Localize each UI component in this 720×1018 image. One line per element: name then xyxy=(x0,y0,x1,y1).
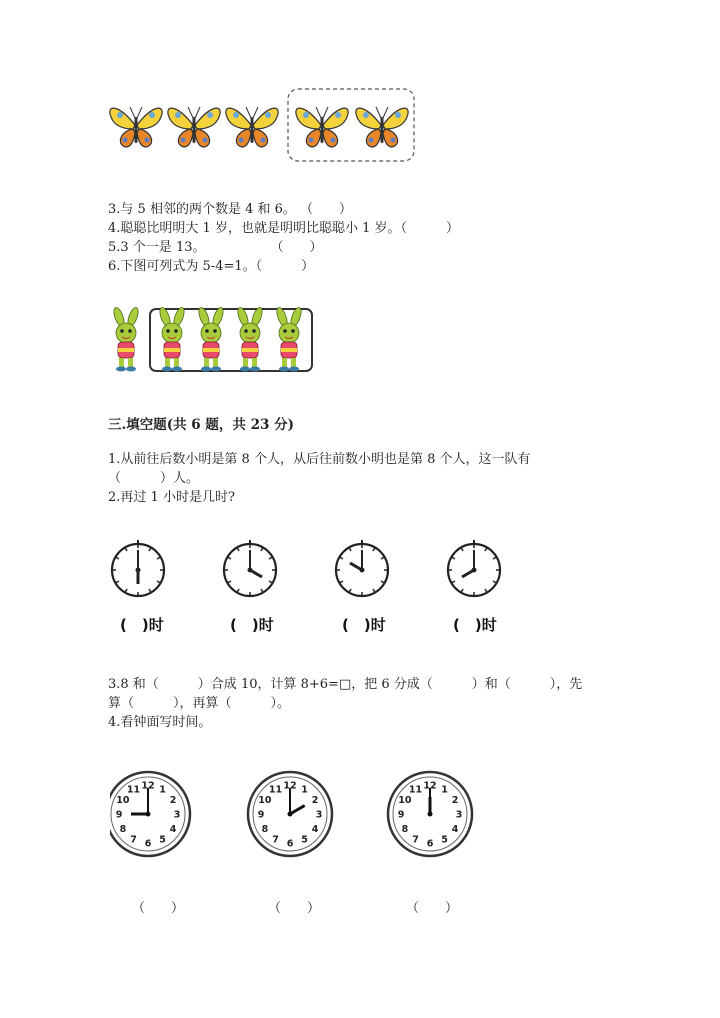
clock-answer-2: ( )时 xyxy=(230,616,274,634)
clock-icon xyxy=(224,540,276,596)
clock-number: 11 xyxy=(126,784,141,796)
clock-number: 9 xyxy=(397,809,405,821)
clock-number: 7 xyxy=(130,834,137,846)
clock-number: 12 xyxy=(423,780,437,792)
question-5: 5.3 个一是 13。 （ ） xyxy=(108,240,323,255)
clock-answer-3: ( )时 xyxy=(342,616,386,634)
butterfly-icon xyxy=(296,107,348,147)
question-4: 4.聪聪比明明大 1 岁，也就是明明比聪聪小 1 岁。（ ） xyxy=(108,221,459,236)
clock-icon xyxy=(336,540,388,596)
clock-number: 10 xyxy=(398,795,412,806)
numbered-clock-icon xyxy=(110,772,190,856)
clock-number: 4 xyxy=(169,824,177,835)
clock-number: 3 xyxy=(173,809,181,821)
clock-number: 8 xyxy=(119,824,127,835)
clock-number: 11 xyxy=(268,784,283,796)
clock-number: 5 xyxy=(441,834,448,846)
clock-number: 7 xyxy=(272,834,279,846)
answer-paren-3: （ ） xyxy=(406,901,459,916)
clock-number: 8 xyxy=(401,824,409,835)
butterfly-icon xyxy=(356,107,408,147)
question-6: 6.下图可列式为 5-4=1。（ ） xyxy=(108,259,315,274)
clock-number: 3 xyxy=(455,809,463,821)
clock-number: 6 xyxy=(286,838,294,850)
fill-question-1-line1: 1.从前往后数小明是第 8 个人，从后往前数小明也是第 8 个人，这一队有 xyxy=(108,452,531,467)
clock-number: 1 xyxy=(301,784,308,796)
clock-number: 9 xyxy=(257,809,265,821)
clock-number: 10 xyxy=(116,795,130,806)
answer-paren-2: （ ） xyxy=(268,901,321,916)
clock-number: 7 xyxy=(412,834,419,846)
clock-number: 3 xyxy=(315,809,323,821)
clock-number: 8 xyxy=(261,824,269,835)
butterfly-icon xyxy=(226,107,278,147)
clock-number: 11 xyxy=(408,784,423,796)
clock-icon xyxy=(448,540,500,596)
question-3: 3.与 5 相邻的两个数是 4 和 6。 （ ） xyxy=(108,202,353,217)
butterfly-icon xyxy=(110,107,162,147)
clock-answer-4: ( )时 xyxy=(453,616,497,634)
clock-number: 5 xyxy=(159,834,166,846)
clock-number: 1 xyxy=(441,784,448,796)
clock-number: 12 xyxy=(141,780,155,792)
answer-paren-1: （ ） xyxy=(132,901,185,916)
clock-number: 12 xyxy=(283,780,297,792)
rabbit-icon xyxy=(236,306,264,371)
rabbit-group xyxy=(104,305,319,375)
clock-number: 4 xyxy=(311,824,319,835)
fill-question-2: 2.再过 1 小时是几时? xyxy=(108,490,235,505)
clock-number: 2 xyxy=(451,795,459,806)
numbered-clocks xyxy=(110,768,480,864)
clock-number: 6 xyxy=(426,838,434,850)
fill-question-3-line2: 算（ ），再算（ ）。 xyxy=(108,696,291,711)
numbered-clock-icon xyxy=(388,772,472,856)
rabbit-icon xyxy=(275,306,303,371)
clock-number: 2 xyxy=(311,795,319,806)
clock-answer-1: ( )时 xyxy=(120,616,164,634)
clock-number: 5 xyxy=(301,834,308,846)
clock-number: 4 xyxy=(451,824,459,835)
fill-question-1-line2: （ ）人。 xyxy=(108,471,200,486)
section-title: 三.填空题(共 6 题，共 23 分) xyxy=(108,417,294,433)
fill-question-4: 4.看钟面写时间。 xyxy=(108,715,212,730)
rabbit-icon xyxy=(112,306,140,371)
clock-number: 6 xyxy=(144,838,152,850)
rabbit-icon xyxy=(158,306,186,371)
clock-icon xyxy=(112,540,164,596)
clock-number: 9 xyxy=(115,809,123,821)
clock-number: 1 xyxy=(159,784,166,796)
clock-number: 2 xyxy=(169,795,177,806)
clock-number: 10 xyxy=(258,795,272,806)
butterfly-icon xyxy=(168,107,220,147)
numbered-clock-icon xyxy=(248,772,332,856)
simple-clocks xyxy=(100,535,520,605)
rabbit-icon xyxy=(197,306,225,371)
butterfly-group xyxy=(100,85,430,165)
fill-question-3-line1: 3.8 和（ ）合成 10，计算 8+6=□，把 6 分成（ ）和（ ），先 xyxy=(108,677,583,692)
